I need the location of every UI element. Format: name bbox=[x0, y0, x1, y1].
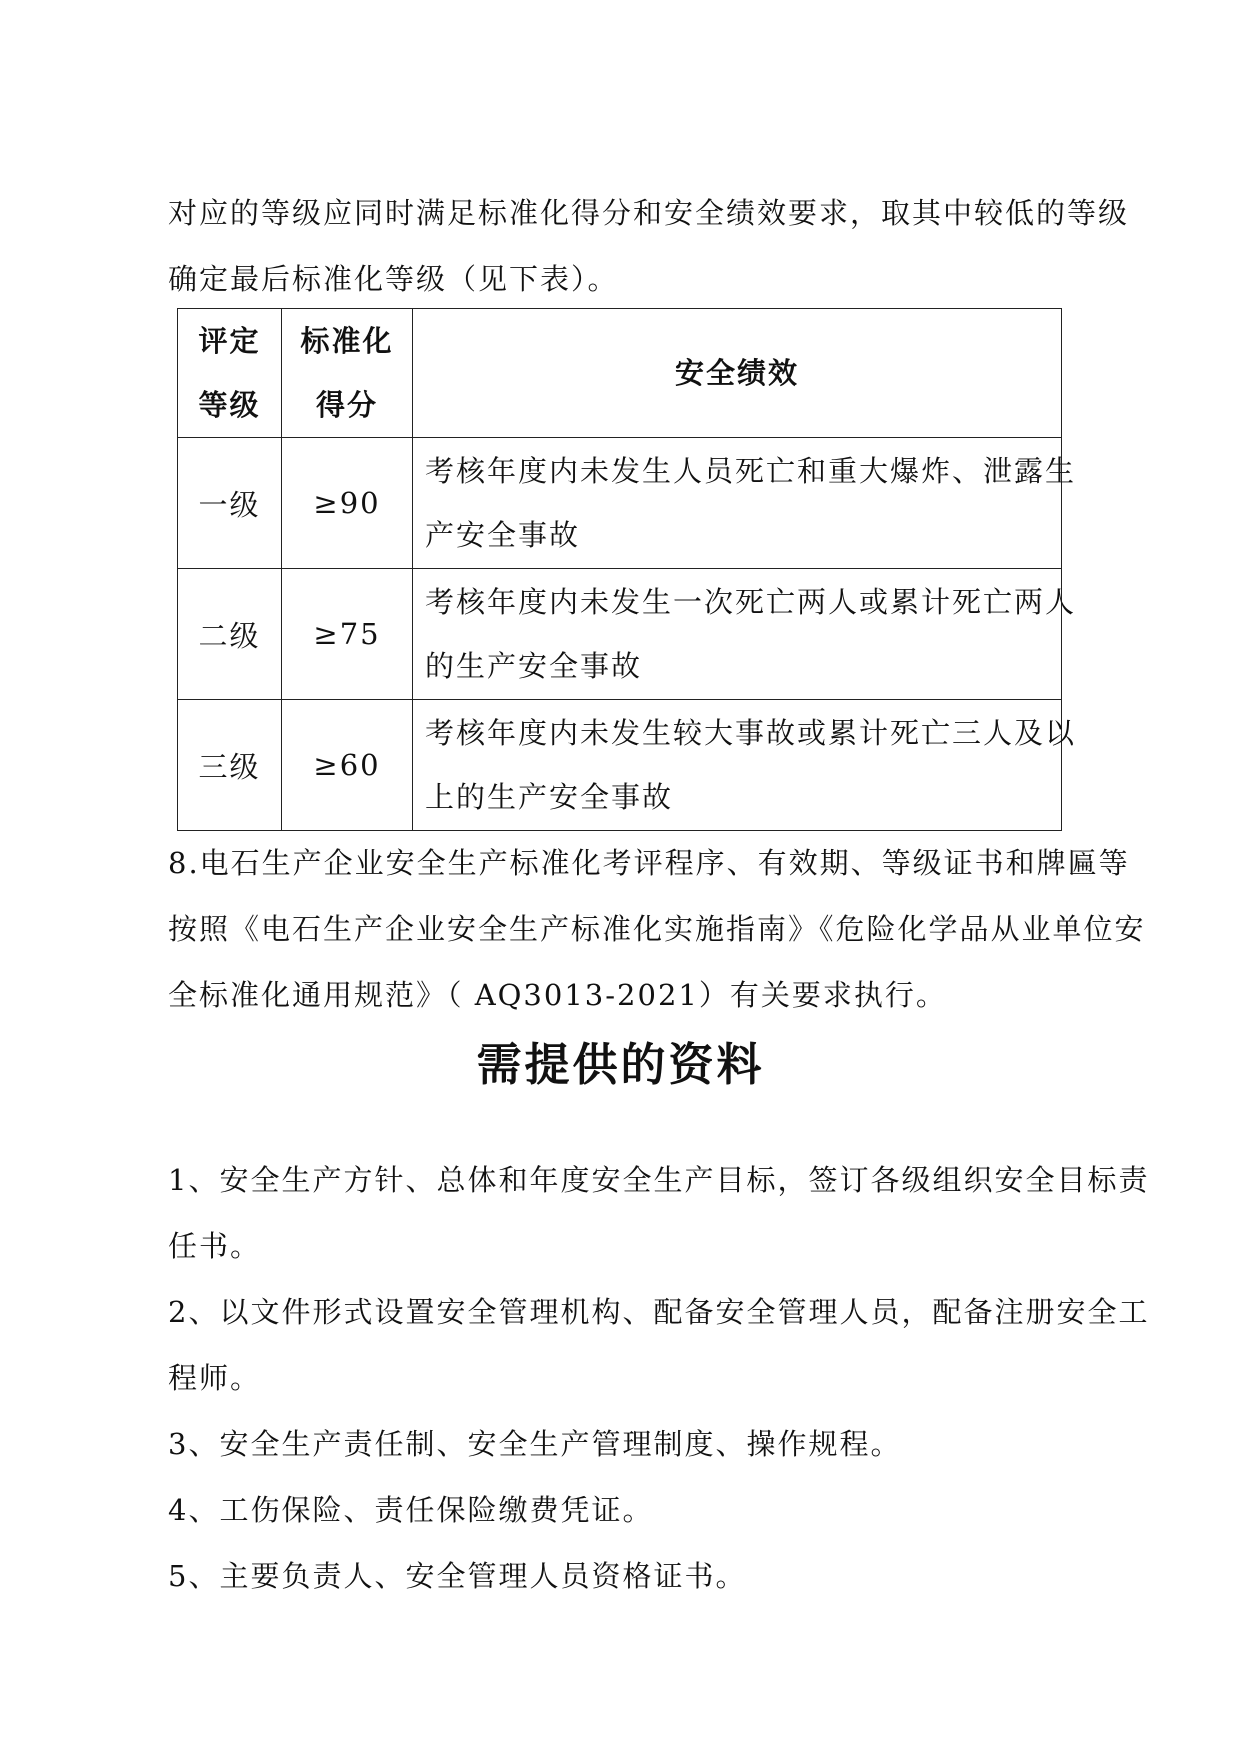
item-8-line-3: 全标准化通用规范》（ AQ3013-2021）有关要求执行。 bbox=[168, 978, 947, 1012]
material-item-4: 4、工伤保险、责任保险缴费凭证。 bbox=[168, 1493, 654, 1527]
material-item-1-line-2: 任书。 bbox=[168, 1229, 262, 1263]
item-8-paragraph bbox=[168, 830, 1146, 1028]
grade-cell: 二级 bbox=[178, 569, 282, 700]
score-cell: ≥75 bbox=[282, 569, 413, 700]
performance-line-2: 上的生产安全事故 bbox=[425, 780, 674, 814]
material-item-3: 3、安全生产责任制、安全生产管理制度、操作规程。 bbox=[168, 1427, 902, 1461]
performance-line-1: 考核年度内未发生较大事故或累计死亡三人及以 bbox=[425, 716, 1077, 750]
grade-cell: 三级 bbox=[178, 700, 282, 831]
header-score bbox=[282, 309, 413, 438]
performance-line-2: 的生产安全事故 bbox=[425, 649, 643, 683]
performance-line-1: 考核年度内未发生人员死亡和重大爆炸、泄露生 bbox=[425, 454, 1077, 488]
intro-line-2: 确定最后标准化等级（见下表）。 bbox=[168, 262, 619, 296]
header-score-line-1: 标准化 bbox=[300, 324, 394, 358]
performance-cell bbox=[413, 438, 1077, 569]
table-header-row bbox=[178, 309, 1062, 438]
performance-line-1: 考核年度内未发生一次死亡两人或累计死亡两人 bbox=[425, 585, 1077, 619]
material-item-2-line-2: 程师。 bbox=[168, 1361, 262, 1395]
performance-cell bbox=[413, 569, 1077, 700]
grade-table bbox=[177, 308, 1077, 831]
table-row bbox=[178, 438, 1062, 569]
score-cell: ≥90 bbox=[282, 438, 413, 569]
materials-list bbox=[168, 1147, 1150, 1609]
header-grade-line-1: 评定 bbox=[198, 324, 261, 358]
header-grade-line-2: 等级 bbox=[198, 388, 261, 422]
intro-paragraph bbox=[168, 180, 1130, 312]
material-item-5: 5、主要负责人、安全管理人员资格证书。 bbox=[168, 1559, 747, 1593]
header-score-line-2: 得分 bbox=[315, 388, 378, 422]
table-row bbox=[178, 569, 1062, 700]
material-item-1-line-1: 1、安全生产方针、总体和年度安全生产目标，签订各级组织安全目标责 bbox=[168, 1163, 1150, 1197]
item-8-line-2: 按照《电石生产企业安全生产标准化实施指南》《危险化学品从业单位安 bbox=[168, 912, 1146, 946]
header-performance: 安全绩效 bbox=[413, 309, 1062, 438]
header-grade bbox=[178, 309, 282, 438]
performance-line-2: 产安全事故 bbox=[425, 518, 581, 552]
score-cell: ≥60 bbox=[282, 700, 413, 831]
intro-line-1: 对应的等级应同时满足标准化得分和安全绩效要求，取其中较低的等级 bbox=[168, 196, 1130, 230]
material-item-2-line-1: 2、以文件形式设置安全管理机构、配备安全管理人员，配备注册安全工 bbox=[168, 1295, 1150, 1329]
item-8-line-1: 8.电石生产企业安全生产标准化考评程序、有效期、等级证书和牌匾等 bbox=[168, 846, 1130, 880]
table-row bbox=[178, 700, 1062, 831]
materials-heading: 需提供的资料 bbox=[476, 1038, 765, 1091]
grade-cell: 一级 bbox=[178, 438, 282, 569]
performance-cell bbox=[413, 700, 1077, 831]
